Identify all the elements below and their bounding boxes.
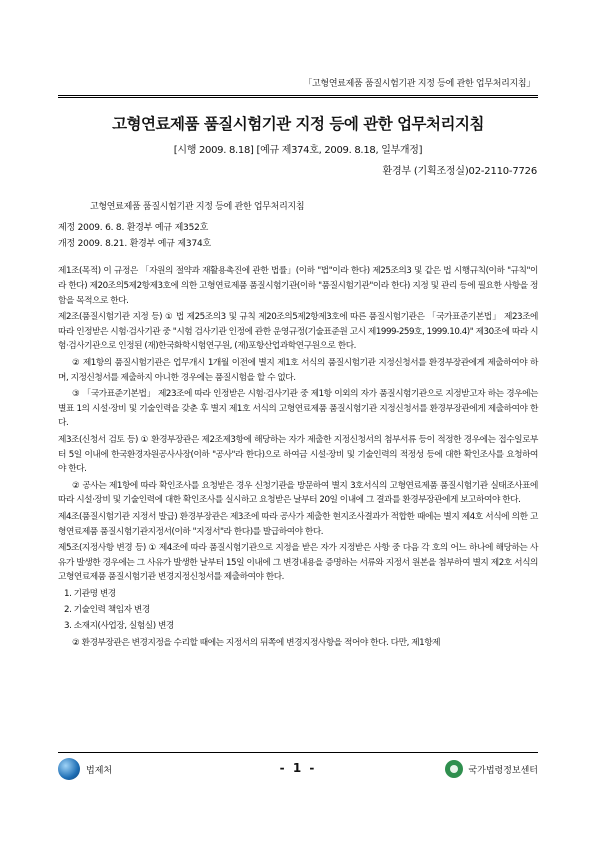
article-5-para-2: ② 환경부장관은 변경지정을 수리할 때에는 지정서의 뒤쪽에 변경지정사항을 적어야 한다. 다만, 제1항제 — [72, 637, 441, 648]
footer-right-label: 국가법령정보센터 — [468, 765, 538, 776]
footer-left-label: 법제처 — [86, 765, 113, 776]
list-item: 1. 기관명 변경 — [64, 588, 116, 599]
article-2-para-2: ② 제1항의 품질시험기관은 업무개시 1개월 이전에 별지 제1호 서식의 품질시험기관 지정신청서를 환경부장관에게 제출하여야 하며, 지정신청서를 제출하지 아니한 경우에는 품질시험을 할 수 없다. — [58, 357, 538, 383]
history-line: 개정 2009. 8.21. 환경부 예규 제374호 — [58, 239, 211, 249]
article-2: 제2조(품질시험기관 지정 등) ① 법 제25조의3 및 규칙 제20조의5제2항제3호에 따른 품질시험기관은 「국가표준기본법」 제23조에 따라 인정받은 시험·검사기관 중 "시험 검사기관 인정에 관한 운영규정(기술표준원 고시 제1999-259호, 1999.10.4)" 제30조에 따라 시험·검사기관으로 인정된 (재)한국화학시험연구원, (재)포항산업과학연구원으로 한다. — [58, 311, 539, 352]
revision-history — [58, 220, 211, 252]
history-line: 제정 2009. 6. 8. 환경부 예규 제352호 — [58, 223, 209, 233]
document-body — [58, 264, 538, 652]
article-3-para-2: ② 공사는 제1항에 따라 확인조사를 요청받은 경우 신청기관을 방문하여 별지 3호서식의 고형연료제품 품질시험기관 실태조사표에 따라 시설·장비 및 기술인력에 대한 확인조사를 실시하고 요청받은 날부터 20일 이내에 그 결과를 환경부장관에게 보고하여야 한다. — [58, 480, 538, 506]
article-2-para-3: ③ 「국가표준기본법」 제23조에 따라 인정받은 시험·검사기관 중 제1항 이외의 자가 품질시험기관으로 지정받고자 하는 경우에는 별표 1의 시설·장비 및 기술인력을 갖춘 후 별지 제1호 서식의 고형연료제품 품질시험기관 지정신청서를 환경부장관에게 제출하여야 한다. — [58, 388, 538, 429]
article-3: 제3조(신청서 검토 등) ① 환경부장관은 제2조제3항에 해당하는 자가 제출한 지정신청서의 첨부서류 등이 적정한 경우에는 접수일로부터 5일 이내에 한국환경자원공사사장(이하 "공사"라 한다)으로 하여금 시설·장비 및 기술인력의 적정성 등에 대한 확인조사를 요청하여야 한다. — [58, 434, 538, 475]
inner-title: 고형연료제품 품질시험기관 지정 등에 관한 업무처리지침 — [90, 202, 305, 212]
article-5: 제5조(지정사항 변경 등) ① 제4조에 따라 품질시험기관으로 지정을 받은 자가 지정받은 사항 중 다음 각 호의 어느 하나에 해당하는 사유가 발생한 경우에는 그 사유가 발생한 날부터 15일 이내에 그 변경내용을 증명하는 서류와 지정서 원본을 첨부하여 별지 제2호 서식의 고형연료제품 품질시험기관 변경지정신청서를 제출하여야 한다. — [58, 542, 538, 583]
list-item: 3. 소재지(사업장, 실험실) 변경 — [64, 621, 174, 632]
header-rule — [58, 95, 538, 96]
list-item: 2. 기술인력 책임자 변경 — [64, 605, 150, 616]
document-subtitle: [시행 2009. 8.18] [예규 제374호, 2009. 8.18, 일부개정] — [173, 145, 423, 156]
page-footer — [58, 758, 538, 782]
running-header: 「고형연료제품 품질시험기관 지정 등에 관한 업무처리지침」 — [303, 79, 535, 89]
department-contact: 환경부 (기획조정실)02-2110-7726 — [382, 166, 537, 177]
footer-rule — [58, 752, 538, 753]
document-title: 고형연료제품 품질시험기관 지정 등에 관한 업무처리지침 — [112, 114, 484, 133]
header-rule-double — [58, 97, 538, 98]
law-center-logo — [445, 760, 538, 778]
article-1: 제1조(목적) 이 규정은 「자원의 절약과 재활용촉진에 관한 법률」(이하 "법"이라 한다) 제25조의3 및 같은 법 시행규칙(이하 "규칙"이라 한다) 제20조의5제2항제3호에 의한 고형연료제품 품질시험기관(이하 "품질시험기관"이라 한다) 지정 및 관리 등에 필요한 사항을 정함을 목적으로 한다. — [58, 266, 538, 306]
seal-icon — [445, 760, 463, 778]
article-4: 제4조(품질시험기관 지정서 발급) 환경부장관은 제3조에 따라 공사가 제출한 현지조사결과가 적합한 때에는 별지 제4호 서식에 의한 고형연료제품 품질시험기관지정서(이하 "지정서"라 한다)를 발급하여야 한다. — [58, 511, 538, 537]
page-number: - 1 - — [279, 761, 317, 775]
